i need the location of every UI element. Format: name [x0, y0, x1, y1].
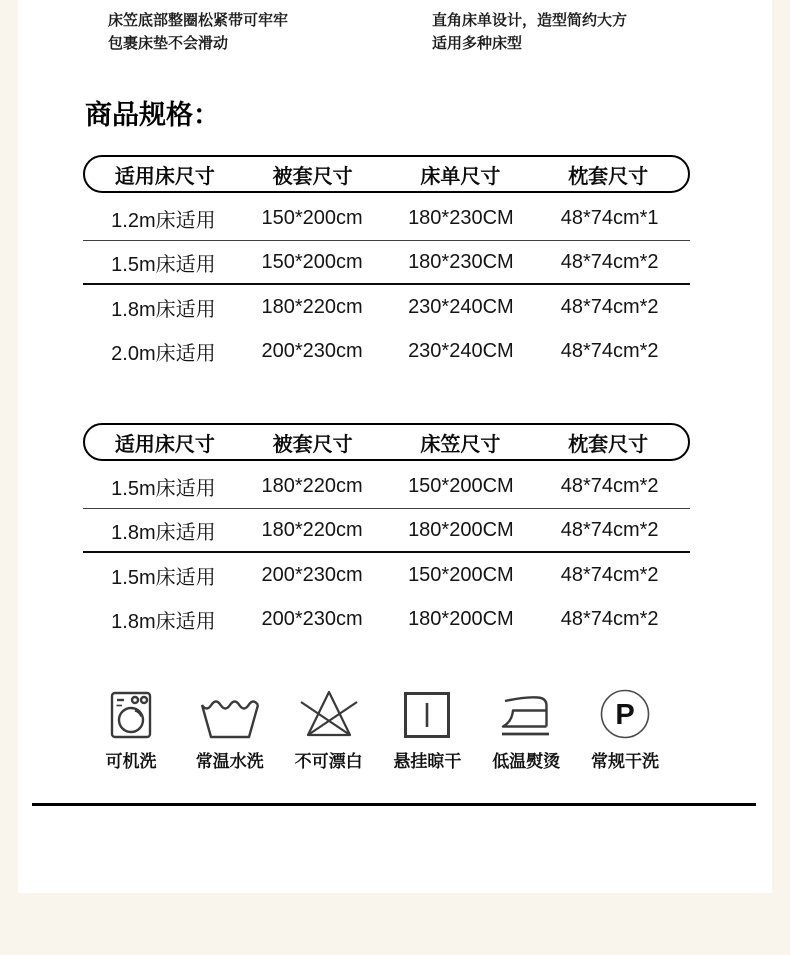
bed-size-cell: 2.0m床适用 [111, 342, 216, 365]
care-item [187, 686, 273, 772]
sheet-size-cell: 180*230CM [408, 250, 514, 273]
section-title: 商品规格： [85, 100, 220, 130]
care-label: 低温熨烫 [492, 752, 561, 771]
pillowcase-cell: 48*74cm*2 [560, 607, 659, 630]
bed-size-cell: 1.5m床适用 [111, 253, 216, 276]
sheet-size-cell: 180*230CM [408, 207, 514, 229]
column-header: 被套尺寸 [272, 165, 353, 188]
duvet-cover-cell: 180*220cm [261, 295, 363, 318]
table-row [83, 285, 690, 329]
duvet-cover-cell: 180*220cm [261, 475, 363, 497]
care-item [582, 686, 668, 772]
fitted-sheet-cell: 150*200CM [408, 563, 514, 586]
care-label: 常温水洗 [195, 752, 264, 771]
fitted-sheet-cell: 150*200CM [408, 475, 514, 497]
duvet-cover-cell: 200*230cm [261, 339, 363, 362]
table-header-pill [83, 423, 690, 461]
bed-size-cell: 1.8m床适用 [111, 298, 216, 321]
no-bleach-triangle-icon [298, 686, 360, 740]
column-header: 适用床尺寸 [114, 165, 215, 188]
dry-clean-letter: P [615, 699, 635, 731]
care-item [88, 686, 174, 772]
duvet-cover-cell: 200*230cm [261, 607, 363, 630]
feature-note-left [108, 9, 288, 55]
pillowcase-cell: 48*74cm*2 [560, 250, 659, 273]
care-item [286, 686, 372, 772]
table-row [83, 597, 690, 641]
duvet-cover-cell: 200*230cm [261, 563, 363, 586]
table-row [83, 241, 690, 285]
hang-dry-icon [402, 686, 452, 740]
washing-machine-icon [109, 686, 153, 740]
column-header: 床单尺寸 [420, 165, 501, 188]
low-heat-iron-icon [498, 686, 554, 740]
sheet-size-cell: 230*240CM [408, 339, 514, 362]
pillowcase-cell: 48*74cm*2 [560, 475, 659, 497]
bed-size-cell: 1.5m床适用 [111, 566, 216, 589]
pillowcase-cell: 48*74cm*2 [560, 339, 659, 362]
fitted-sheet-cell: 180*200CM [408, 518, 514, 541]
feature-note-line: 适用多种床型 [432, 35, 523, 52]
feature-note-right [432, 9, 627, 55]
feature-note-line: 包裹床垫不会滑动 [108, 35, 229, 52]
pillowcase-cell: 48*74cm*2 [560, 563, 659, 586]
duvet-cover-cell: 150*200cm [261, 250, 363, 273]
sheet-size-cell: 230*240CM [408, 295, 514, 318]
pillowcase-cell: 48*74cm*2 [560, 518, 659, 541]
table-row [83, 465, 690, 509]
feature-note-line: 直角床单设计，造型简约大方 [432, 12, 628, 29]
care-label: 不可漂白 [294, 752, 363, 771]
duvet-cover-cell: 150*200cm [261, 207, 363, 229]
care-label: 常规干洗 [590, 752, 659, 771]
column-header: 枕套尺寸 [568, 433, 649, 456]
hand-wash-basin-icon [199, 686, 261, 740]
feature-note-line: 床笠底部整圈松紧带可牢牢 [108, 12, 289, 29]
spec-table-flat-sheet [83, 155, 690, 373]
table-row [83, 509, 690, 553]
column-header: 适用床尺寸 [114, 433, 215, 456]
care-instructions-row [88, 686, 668, 772]
pillowcase-cell: 48*74cm*1 [560, 207, 659, 229]
table-row [83, 329, 690, 373]
table-row [83, 553, 690, 597]
dry-clean-p-icon [599, 686, 651, 740]
table-header-pill [83, 155, 690, 193]
table-row [83, 197, 690, 241]
bed-size-cell: 1.8m床适用 [111, 610, 216, 633]
bottom-divider [32, 803, 756, 806]
fitted-sheet-cell: 180*200CM [408, 607, 514, 630]
bed-size-cell: 1.2m床适用 [111, 210, 216, 232]
bed-size-cell: 1.8m床适用 [111, 521, 216, 544]
duvet-cover-cell: 180*220cm [261, 518, 363, 541]
pillowcase-cell: 48*74cm*2 [560, 295, 659, 318]
care-item [483, 686, 569, 772]
column-header: 床笠尺寸 [420, 433, 501, 456]
content-panel [18, 0, 772, 893]
bed-size-cell: 1.5m床适用 [111, 478, 216, 500]
care-item [384, 686, 470, 772]
column-header: 枕套尺寸 [568, 165, 649, 188]
care-label: 可机洗 [105, 752, 157, 771]
spec-table-fitted-sheet [83, 423, 690, 641]
column-header: 被套尺寸 [272, 433, 353, 456]
care-label: 悬挂晾干 [393, 752, 462, 771]
